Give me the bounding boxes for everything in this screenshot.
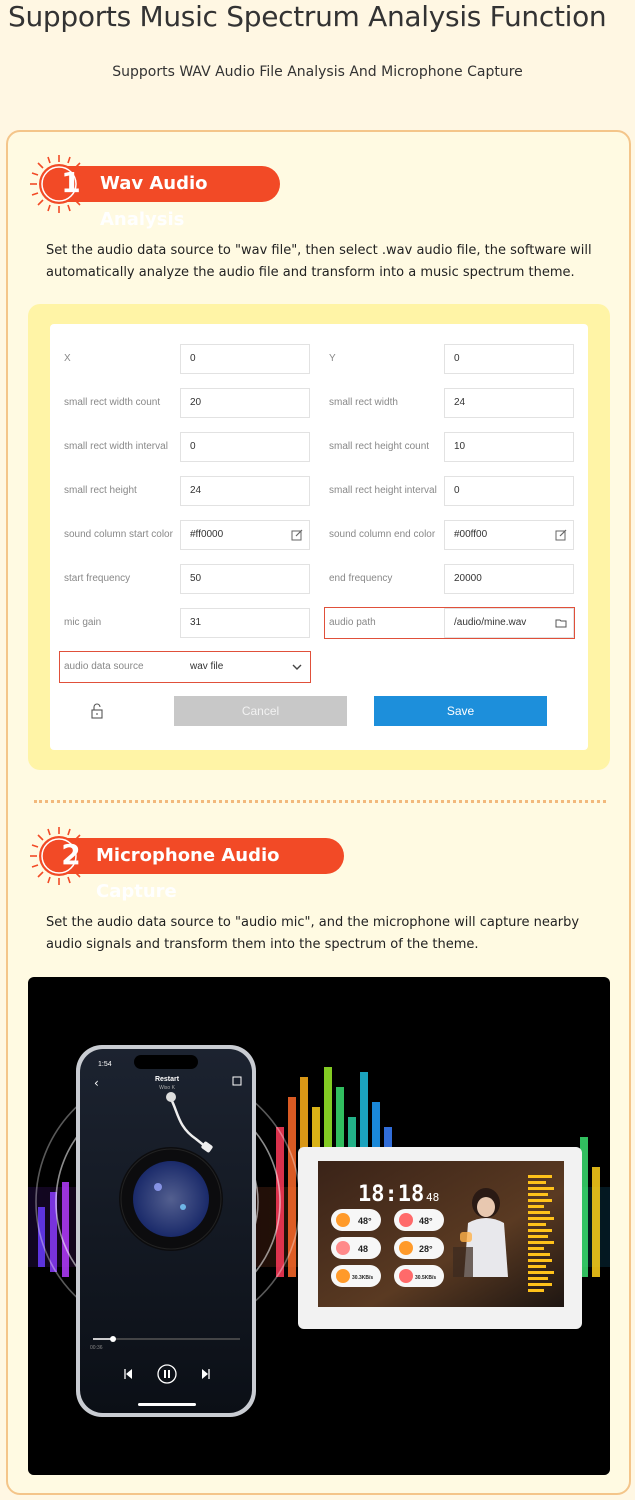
- tile-upload: 30.3KB/s: [352, 1275, 374, 1281]
- rect-height-interval-label: small rect height interval: [329, 485, 437, 496]
- phone-song-title: Restart: [154, 1076, 180, 1083]
- tile-cpu-temp: 48°: [358, 1216, 372, 1226]
- end-frequency-label: end frequency: [329, 573, 393, 584]
- section-1-title: Wav Audio Analysis: [100, 173, 208, 230]
- audio-path-input[interactable]: [444, 608, 574, 638]
- section-2-title: Microphone Audio Capture: [96, 845, 280, 902]
- start-color-value: #ff0000: [190, 529, 224, 540]
- section-1-description: Set the audio data source to "wav file", then select .wav audio file, the software will automatically analyze the audio file and transform into a music spectrum theme.: [46, 243, 592, 280]
- x-input[interactable]: 0: [180, 344, 310, 374]
- spectrum-scene: [28, 977, 610, 1475]
- end-color-label: sound column end color: [329, 529, 436, 540]
- tile-temp: 28°: [419, 1244, 433, 1254]
- rect-width-interval-label: small rect width interval: [64, 441, 168, 452]
- folder-icon[interactable]: [555, 617, 567, 629]
- rect-height-label: small rect height: [64, 485, 137, 496]
- tile-usage: 48: [358, 1244, 369, 1254]
- cancel-button[interactable]: Cancel: [174, 696, 347, 726]
- divider: [34, 800, 606, 803]
- rect-width-interval-input[interactable]: 0: [180, 432, 310, 462]
- lock-icon[interactable]: [90, 703, 104, 719]
- chevron-down-icon: [291, 661, 303, 673]
- rect-width-input[interactable]: 24: [444, 388, 574, 418]
- start-frequency-label: start frequency: [64, 573, 131, 584]
- device-clock: 18:18: [358, 1182, 425, 1207]
- section-2-description: Set the audio data source to "audio mic", and the microphone will capture nearby audio signals and transform them into the spectrum of the theme.: [46, 915, 580, 952]
- end-color-input[interactable]: [444, 520, 574, 550]
- page-title: Supports Music Spectrum Analysis Function: [8, 0, 607, 33]
- page-subtitle: Supports WAV Audio File Analysis And Microphone Capture: [112, 64, 523, 80]
- audio-path-value: /audio/mine.wav: [454, 617, 527, 628]
- mic-gain-label: mic gain: [64, 617, 102, 628]
- rect-width-label: small rect width: [329, 397, 398, 408]
- rect-width-count-input[interactable]: 20: [180, 388, 310, 418]
- device-seconds: 48: [426, 1191, 440, 1204]
- back-icon[interactable]: ‹: [94, 1076, 99, 1090]
- x-label: X: [64, 353, 71, 364]
- tile-download: 30.5KB/s: [415, 1275, 437, 1281]
- section-2-badge: [44, 838, 344, 902]
- end-color-value: #00ff00: [454, 529, 488, 540]
- end-frequency-input[interactable]: 20000: [444, 564, 574, 594]
- start-frequency-input[interactable]: 50: [180, 564, 310, 594]
- settings-panel-frame: [28, 304, 610, 770]
- product-photo: [28, 977, 610, 1475]
- start-color-label: sound column start color: [64, 529, 173, 540]
- y-input[interactable]: 0: [444, 344, 574, 374]
- section-2-number: 2: [61, 838, 81, 871]
- rect-height-interval-input[interactable]: 0: [444, 476, 574, 506]
- phone-artist: Wiso K: [159, 1085, 175, 1091]
- rect-height-count-label: small rect height count: [329, 441, 430, 452]
- audio-path-label: audio path: [329, 617, 376, 628]
- audio-source-value: wav file: [190, 661, 224, 672]
- rect-height-input[interactable]: 24: [180, 476, 310, 506]
- phone-time: 1:54: [98, 1061, 112, 1068]
- mic-gain-input[interactable]: 31: [180, 608, 310, 638]
- edit-icon[interactable]: [555, 529, 567, 541]
- start-color-input[interactable]: [180, 520, 310, 550]
- feature-card: [6, 130, 631, 1495]
- save-button[interactable]: Save: [374, 696, 547, 726]
- rect-height-count-input[interactable]: 10: [444, 432, 574, 462]
- audio-source-label: audio data source: [64, 661, 144, 672]
- settings-form: [50, 324, 588, 750]
- section-1-badge: [44, 166, 280, 230]
- rect-width-count-label: small rect width count: [64, 397, 161, 408]
- audio-source-select[interactable]: [180, 652, 310, 682]
- phone-position: 00:36: [90, 1345, 103, 1351]
- edit-icon[interactable]: [291, 529, 303, 541]
- y-label: Y: [329, 353, 336, 364]
- tile-gpu-temp: 48°: [419, 1216, 433, 1226]
- section-1-number: 1: [61, 166, 81, 199]
